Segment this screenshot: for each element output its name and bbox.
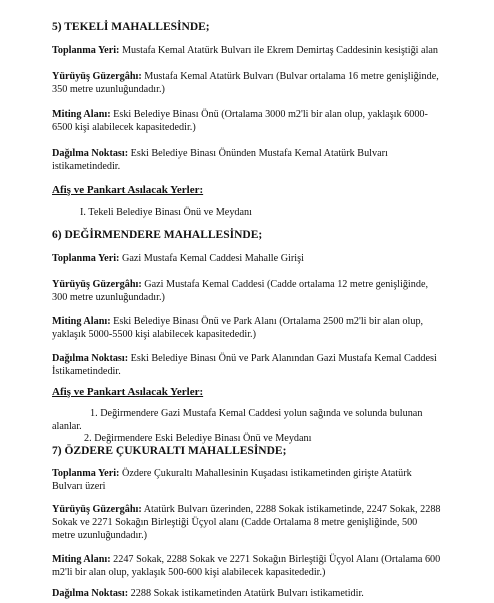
section-7-heading: 7) ÖZDERE ÇUKURALTI MAHALLESİNDE; — [52, 445, 287, 457]
s7-dagilma-line — [52, 587, 472, 601]
s5-afis-heading: Afiş ve Pankart Asılacak Yerler: — [52, 184, 204, 196]
s6-afis-item-1-cont: alanlar. — [52, 421, 82, 432]
s6-dagilma-text1: Eski Belediye Binası Önü ve Park Alanından Gazi Mustafa Kemal Caddesi — [128, 353, 437, 364]
section-5-heading: 5) TEKELİ MAHALLESİNDE; — [52, 21, 210, 33]
s6-toplanma-label: Toplanma Yeri: — [52, 253, 120, 264]
s7-miting-text1: 2247 Sokak, 2288 Sokak ve 2271 Sokağın Birleştiği Üçyol Alanı (Ortalama 600 — [110, 554, 441, 565]
s6-toplanma-line — [52, 252, 472, 266]
s5-miting-line1 — [52, 108, 472, 122]
s6-miting-label: Miting Alanı: — [52, 316, 111, 327]
s6-yuruyus-label: Yürüyüş Güzergâhı: — [52, 279, 142, 290]
section-6-heading: 6) DEĞİRMENDERE MAHALLESİNDE; — [52, 229, 263, 241]
s7-toplanma-line1 — [52, 467, 472, 481]
s5-yuruyus-text1: Mustafa Kemal Atatürk Bulvarı (Bulvar ortalama 16 metre genişliğinde, — [141, 71, 439, 82]
s6-yuruyus-line2: 300 metre uzunluğundadır.) — [52, 292, 165, 303]
s6-dagilma-label: Dağılma Noktası: — [52, 353, 129, 364]
s6-yuruyus-text1: Gazi Mustafa Kemal Caddesi (Cadde ortalama 12 metre genişliğinde, — [141, 279, 429, 290]
s7-miting-line2: m2'li bir alan olup, yaklaşık 500-600 kişi alabilecek kapasitededir.) — [52, 567, 326, 578]
s7-yuruyus-line3: metre uzunluğundadır.) — [52, 530, 148, 541]
s5-miting-label: Miting Alanı: — [52, 109, 111, 120]
s6-afis-item-2: 2. Değirmendere Eski Belediye Binası Önü ve Meydanı — [84, 433, 312, 444]
s6-dagilma-line1 — [52, 352, 472, 366]
s6-miting-line1 — [52, 315, 472, 329]
s7-dagilma-text: 2288 Sokak istikametinden Atatürk Bulvarı istikametidir. — [128, 588, 364, 599]
s6-miting-line2: yaklaşık 5000-5500 kişi alabilecek kapasitededir.) — [52, 329, 256, 340]
s6-yuruyus-line1 — [52, 278, 472, 292]
s5-dagilma-line2: istikametindedir. — [52, 161, 121, 172]
s5-dagilma-line1 — [52, 147, 472, 161]
s6-afis-item-1: 1. Değirmendere Gazi Mustafa Kemal Caddesi yolun sağında ve solunda bulunan — [90, 408, 423, 419]
s5-toplanma-text: Mustafa Kemal Atatürk Bulvarı ile Ekrem Demirtaş Caddesinin kesiştiği alan — [119, 45, 439, 56]
s5-miting-text1: Eski Belediye Binası Önü (Ortalama 3000 m2'li bir alan olup, yaklaşık 6000- — [110, 109, 428, 120]
s7-yuruyus-line1 — [52, 503, 472, 517]
s7-dagilma-label: Dağılma Noktası: — [52, 588, 129, 599]
s6-dagilma-line2: İstikametindedir. — [52, 366, 121, 377]
s7-miting-line1 — [52, 553, 472, 567]
s5-yuruyus-line2: 350 metre uzunluğundadır.) — [52, 84, 165, 95]
s5-toplanma-label: Toplanma Yeri: — [52, 45, 120, 56]
s6-miting-text1: Eski Belediye Binası Önü ve Park Alanı (Ortalama 2500 m2'li bir alan olup, — [110, 316, 424, 327]
s5-dagilma-text1: Eski Belediye Binası Önünden Mustafa Kemal Atatürk Bulvarı — [128, 148, 388, 159]
s6-afis-heading: Afiş ve Pankart Asılacak Yerler: — [52, 386, 204, 398]
s7-yuruyus-text1: Atatürk Bulvarı üzerinden, 2288 Sokak istikametinde, 2247 Sokak, 2288 — [141, 504, 441, 515]
s5-afis-item-1: I. Tekeli Belediye Binası Önü ve Meydanı — [80, 207, 252, 218]
s7-miting-label: Miting Alanı: — [52, 554, 111, 565]
s7-yuruyus-line2: Sokak ve 2271 Sokağın Birleştiği Üçyol alanı (Cadde Ortalama 8 metre genişliğinde, 500 — [52, 517, 418, 528]
s7-toplanma-label: Toplanma Yeri: — [52, 468, 120, 479]
s7-toplanma-line2: Bulvarı üzeri — [52, 481, 106, 492]
s5-yuruyus-line1 — [52, 70, 472, 84]
s6-toplanma-text: Gazi Mustafa Kemal Caddesi Mahalle Girişi — [119, 253, 304, 264]
s5-miting-line2: 6500 kişi alabilecek kapasitededir.) — [52, 122, 196, 133]
s5-yuruyus-label: Yürüyüş Güzergâhı: — [52, 71, 142, 82]
s5-dagilma-label: Dağılma Noktası: — [52, 148, 129, 159]
s5-toplanma-line — [52, 44, 472, 58]
s7-toplanma-text1: Özdere Çukuraltı Mahallesinin Kuşadası istikametinden girişte Atatürk — [119, 468, 412, 479]
s7-yuruyus-label: Yürüyüş Güzergâhı: — [52, 504, 142, 515]
